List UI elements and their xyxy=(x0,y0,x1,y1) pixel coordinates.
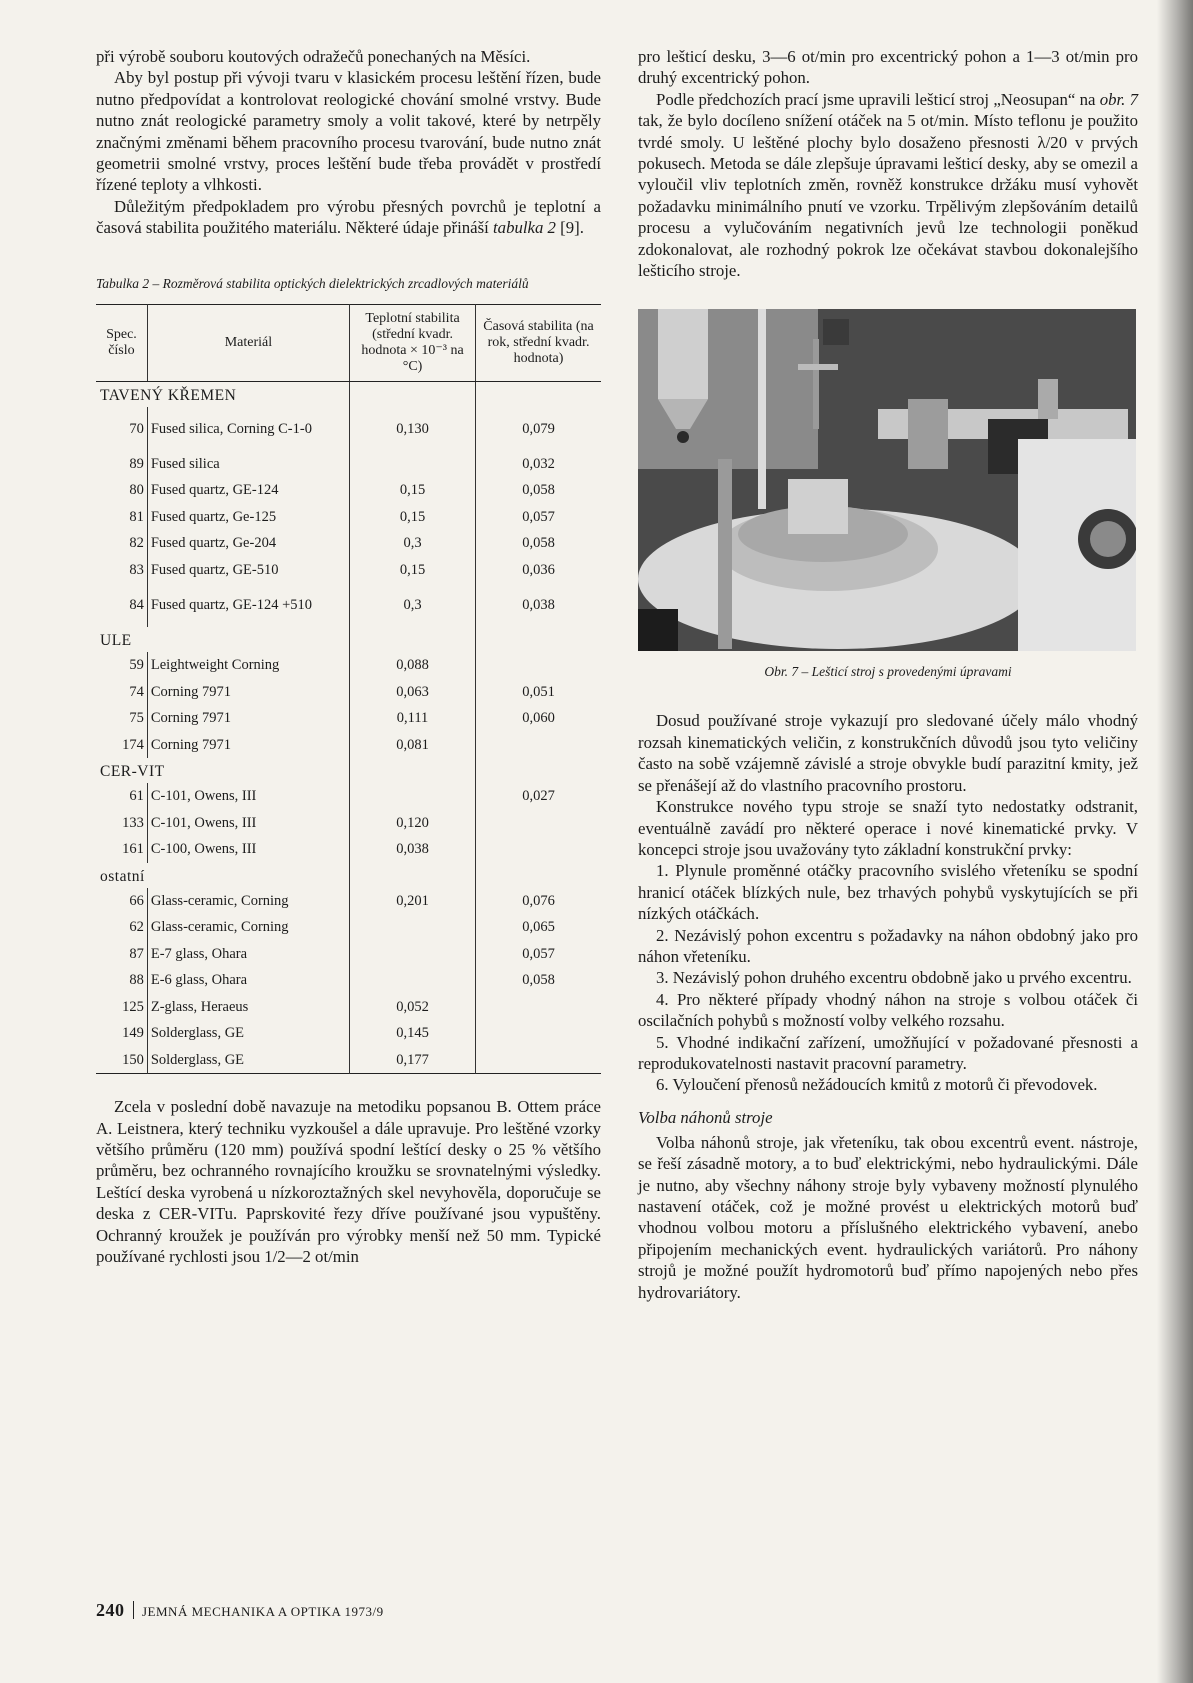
table-cell-spec: 82 xyxy=(129,535,144,552)
table-row xyxy=(96,407,601,451)
table-group-label: ostatní xyxy=(100,867,145,885)
feature-list-item: 4. Pro některé případy vhodný náhon na stroje s volbou otáček či oscilačních pohybů s možností volby velkého rozsahu. xyxy=(638,989,1138,1031)
stability-table xyxy=(96,304,601,1075)
table-cell-spec: 84 xyxy=(129,597,144,614)
table-group-temporal-empty xyxy=(476,863,601,888)
header-temporal: Časová stabilita (na rok, střední kvadr. hodnota) xyxy=(476,304,601,381)
left-paragraph-3-end: [9]. xyxy=(555,218,584,238)
table-group-label: CER-VIT xyxy=(100,763,165,781)
table-cell-spec: 174 xyxy=(122,736,144,753)
table-cell-temporal xyxy=(476,1047,601,1074)
table-cell-material: C-101, Owens, III xyxy=(147,783,349,810)
table-group-row xyxy=(96,381,601,407)
table-cell-material: C-100, Owens, III xyxy=(147,836,349,863)
left-paragraph-2: Aby byl postup při vývoji tvaru v klasickém procesu leštění řízen, bude nutno předpovídat a kontrolovat reologické chování smolné vrstvy. Bude nutno znát reologické parametry smoly a volit takové, které by netrpěly značnými změnami během pracovního procesu tvarování, bude nutno znát geometrii smolné vrstvy, proces leštění bude třeba provádět v prostředí řízené teploty a vlhkosti. xyxy=(96,68,601,195)
table-cell-thermal: 0,15 xyxy=(350,557,476,584)
table-row xyxy=(96,557,601,584)
table-row xyxy=(96,583,601,627)
right-paragraph-4: Konstrukce nového typu stroje se snaží tyto nedostatky odstranit, eventuálně zavádí pro některé operace i nové kinematické prvky. V koncepci stroje jsou uvažovány tyto základní konstrukční prvky: xyxy=(638,797,1138,859)
table-cell-material: Corning 7971 xyxy=(147,732,349,759)
table-row xyxy=(96,652,601,679)
table-cell-temporal: 0,060 xyxy=(476,705,601,732)
table-cell-thermal: 0,145 xyxy=(350,1020,476,1047)
table-group-temporal-empty xyxy=(476,627,601,652)
page-footer xyxy=(96,1600,384,1621)
table-cell-material: Fused quartz, Ge-125 xyxy=(147,504,349,531)
right-paragraph-5: Volba náhonů stroje, jak vřeteníku, tak obou excentrů event. nástroje, se řeší zásadně motory, a to buď elektrickými, nebo hydraulickými. Dále je nutno, aby všechny náhony stroje byly vybaveny možností plynulého nastavení otáček, což je možné provést u elektrických motorů buď vhodnou volbou motoru a příslušného elektrického vybavení, anebo připojením mechanických event. hydraulických variátorů. Pro náhony strojů je možné použít hydromotorů buď přímo napojených nebo přes hydrovariátory. xyxy=(638,1132,1138,1302)
table-cell-material: C-101, Owens, III xyxy=(147,810,349,837)
table-cell-material: Solderglass, GE xyxy=(147,1020,349,1047)
feature-list-item: 6. Vyloučení přenosů nežádoucích kmitů z motorů či převodovek. xyxy=(656,1075,1098,1095)
table-cell-material: Glass-ceramic, Corning xyxy=(147,914,349,941)
table-cell-material: Solderglass, GE xyxy=(147,1047,349,1074)
table-row xyxy=(96,530,601,557)
table-cell-spec: 87 xyxy=(129,945,144,962)
right-paragraph-2 xyxy=(638,89,1138,282)
right-paragraph-3: Dosud používané stroje vykazují pro sledované účely málo vhodný rozsah kinematických veličin, z konstrukčních důvodů jsou tyto veličiny často na sobě vzájemně závislé a stroje obvykle budí parazitní kmity, jež se přenášejí až do vlastního pracovního prostoru. xyxy=(638,711,1138,795)
table-reference: tabulka 2 xyxy=(493,218,556,238)
table-group-temporal-empty xyxy=(476,381,601,407)
left-column xyxy=(96,46,601,1267)
table-row xyxy=(96,836,601,863)
table-cell-spec: 61 xyxy=(129,788,144,805)
left-paragraph-3 xyxy=(96,196,601,239)
table-cell-temporal xyxy=(476,836,601,863)
table-row xyxy=(96,810,601,837)
table-cell-thermal: 0,081 xyxy=(350,732,476,759)
table-cell-thermal: 0,177 xyxy=(350,1047,476,1074)
feature-list-item: 1. Plynule proměnné otáčky pracovního svislého vřeteníku se spodní hranicí otáček blízkých nule, bez trhavých pohybů vyskytujících se při nízkých otáčkách. xyxy=(638,861,1138,924)
table-cell-spec: 62 xyxy=(129,919,144,936)
table-cell-temporal: 0,058 xyxy=(476,530,601,557)
table-cell-spec: 80 xyxy=(129,482,144,499)
journal-name: JEMNÁ MECHANIKA A OPTIKA 1973/9 xyxy=(142,1604,384,1619)
table-cell-spec: 59 xyxy=(129,657,144,674)
table-cell-thermal: 0,038 xyxy=(350,836,476,863)
table-cell-spec: 149 xyxy=(122,1025,144,1042)
table-cell-spec: 125 xyxy=(122,998,144,1015)
left-paragraph-4: Zcela v poslední době navazuje na metodiku popsanou B. Ottem práce A. Leistnera, který techniku vyzkoušel a dále upravuje. Pro leštěné vzorky většího průměru (120 mm) používá spodní leštící desky o 25 % většího průměru, bez ochranného rovnajícího kroužku se srovnatelnými výsledky. Leštící deska vyrobená u nízkoroztažných skel nevyhověla, doporučuje se deska z CER-VITu. Paprskovité řezy dříve používané jsou vypuštěny. Ochranný kroužek je používán pro výrobky menší než 50 mm. Typické používané rychlosti jsou 1/2—2 ot/min xyxy=(96,1097,601,1266)
table-row xyxy=(96,783,601,810)
table-cell-temporal xyxy=(476,732,601,759)
table-row xyxy=(96,732,601,759)
table-row xyxy=(96,1020,601,1047)
table-cell-thermal: 0,130 xyxy=(350,407,476,451)
table-cell-material: Leightweight Corning xyxy=(147,652,349,679)
table-cell-thermal: 0,3 xyxy=(350,530,476,557)
right-paragraph-2-start: Podle předchozích prací jsme upravili lešticí stroj „Neosupan“ na xyxy=(656,89,1100,109)
table-row xyxy=(96,914,601,941)
right-paragraph-1: pro lešticí desku, 3—6 ot/min pro excentrický pohon a 1—3 ot/min pro druhý excentrický pohon. xyxy=(638,47,1138,88)
table-cell-spec: 75 xyxy=(129,710,144,727)
table-cell-temporal xyxy=(476,810,601,837)
table-cell-material: Fused silica, Corning C-1-0 xyxy=(147,407,349,451)
table-cell-thermal xyxy=(350,941,476,968)
table-cell-thermal: 0,088 xyxy=(350,652,476,679)
table-header-row xyxy=(96,304,601,381)
table-cell-temporal: 0,076 xyxy=(476,888,601,915)
table-cell-material: Corning 7971 xyxy=(147,705,349,732)
table-cell-thermal: 0,063 xyxy=(350,679,476,706)
table-row xyxy=(96,967,601,994)
table-cell-thermal: 0,15 xyxy=(350,504,476,531)
table-row xyxy=(96,679,601,706)
table-cell-temporal xyxy=(476,652,601,679)
table-cell-thermal xyxy=(350,914,476,941)
table-cell-material: Fused quartz, Ge-204 xyxy=(147,530,349,557)
table-cell-material: Fused quartz, GE-124 +510 xyxy=(147,583,349,627)
header-thermal: Teplotní stabilita (střední kvadr. hodnota × 10⁻³ na °C) xyxy=(350,304,476,381)
section-heading: Volba náhonů stroje xyxy=(638,1107,773,1127)
table-row xyxy=(96,941,601,968)
left-paragraph-1: při výrobě souboru koutových odražečů ponechaných na Měsíci. xyxy=(96,47,531,66)
table-cell-material: Fused silica xyxy=(147,451,349,478)
table-row xyxy=(96,705,601,732)
table-cell-material: Glass-ceramic, Corning xyxy=(147,888,349,915)
table-row xyxy=(96,451,601,478)
machine-illustration xyxy=(638,309,1136,651)
table-cell-spec: 70 xyxy=(129,420,144,437)
left-paragraph-3-start: Důležitým předpokladem pro výrobu přesných povrchů je teplotní a časová stabilita použitého materiálu. Některé údaje přináší xyxy=(96,196,601,238)
table-group-row xyxy=(96,627,601,652)
table-cell-temporal: 0,051 xyxy=(476,679,601,706)
table-caption: Tabulka 2 – Rozměrová stabilita optických dielektrických zrcadlových materiálů xyxy=(96,275,529,291)
table-cell-temporal: 0,057 xyxy=(476,941,601,968)
table-cell-thermal: 0,3 xyxy=(350,583,476,627)
table-cell-thermal: 0,15 xyxy=(350,477,476,504)
feature-list-item: 2. Nezávislý pohon excentru s požadavky na náhon obdobný jako pro náhon vřeteníku. xyxy=(638,925,1138,966)
table-cell-spec: 88 xyxy=(129,972,144,989)
header-material: Materiál xyxy=(147,304,349,381)
table-cell-material: Fused quartz, GE-124 xyxy=(147,477,349,504)
table-row xyxy=(96,504,601,531)
table-cell-spec: 150 xyxy=(122,1051,144,1068)
table-cell-temporal: 0,027 xyxy=(476,783,601,810)
table-row xyxy=(96,477,601,504)
page-edge-shadow xyxy=(1157,0,1193,1683)
table-cell-thermal: 0,120 xyxy=(350,810,476,837)
table-group-label: ULE xyxy=(100,632,132,650)
table-cell-spec: 133 xyxy=(122,814,144,831)
table-cell-temporal: 0,058 xyxy=(476,477,601,504)
table-cell-material: Fused quartz, GE-510 xyxy=(147,557,349,584)
table-cell-temporal: 0,079 xyxy=(476,407,601,451)
right-body xyxy=(638,710,1138,1303)
feature-list xyxy=(638,860,1138,1095)
table-row xyxy=(96,1047,601,1074)
table-row xyxy=(96,888,601,915)
table-group-label: TAVENÝ KŘEMEN xyxy=(100,386,237,404)
table-cell-temporal: 0,032 xyxy=(476,451,601,478)
table-cell-material: E-6 glass, Ohara xyxy=(147,967,349,994)
table-cell-spec: 66 xyxy=(129,892,144,909)
table-group-temporal-empty xyxy=(476,758,601,783)
right-column xyxy=(638,46,1138,1303)
table-cell-spec: 83 xyxy=(129,561,144,578)
table-body xyxy=(96,381,601,1074)
table-cell-temporal: 0,057 xyxy=(476,504,601,531)
table-cell-spec: 81 xyxy=(129,508,144,525)
table-cell-thermal xyxy=(350,783,476,810)
table-cell-thermal xyxy=(350,451,476,478)
table-cell-temporal xyxy=(476,1020,601,1047)
table-group-thermal-empty xyxy=(350,758,476,783)
feature-list-item: 5. Vhodné indikační zařízení, umožňující v požadované přesnosti a reprodukovatelnosti nastavit pracovní parametry. xyxy=(638,1032,1138,1073)
table-group-thermal-empty xyxy=(350,863,476,888)
feature-list-item: 3. Nezávislý pohon druhého excentru obdobně jako u prvého excentru. xyxy=(656,968,1132,988)
table-cell-spec: 74 xyxy=(129,683,144,700)
photo-caption: Obr. 7 – Lešticí stroj s provedenými úpravami xyxy=(764,664,1012,680)
table-cell-thermal: 0,201 xyxy=(350,888,476,915)
table-group-row xyxy=(96,863,601,888)
polishing-machine-photo xyxy=(638,309,1136,651)
page-number: 240 xyxy=(96,1600,125,1620)
right-paragraph-2-end: tak, že bylo docíleno snížení otáček na 5 ot/min. Místo teflonu je použito tvrdé smoly. U leštěné plochy bylo dosaženo přesnosti λ/20 v prvých pokusech. Metoda se dále zlepšuje úpravami lešticí desky, aby se omezil a vyloučil vliv teplotních změn, rovněž konstrukce držáku musí vyhovět požadavku minimálního pnutí ve vzorku. Trpělivým zlepšováním detailů procesu a vylučováním negativních jevů lze technologii poněkud zdokonalovat, ale rozhodný pokrok lze očekávat stavbou dokonalejšího lešticího stroje. xyxy=(638,111,1138,281)
table-cell-temporal: 0,038 xyxy=(476,583,601,627)
table-cell-thermal: 0,111 xyxy=(350,705,476,732)
table-cell-temporal: 0,065 xyxy=(476,914,601,941)
table-group-thermal-empty xyxy=(350,627,476,652)
footer-divider xyxy=(133,1601,135,1619)
table-cell-temporal xyxy=(476,994,601,1021)
table-cell-temporal: 0,036 xyxy=(476,557,601,584)
table-group-row xyxy=(96,758,601,783)
table-cell-spec: 161 xyxy=(122,841,144,858)
table-group-thermal-empty xyxy=(350,381,476,407)
table-cell-spec: 89 xyxy=(129,455,144,472)
table-cell-material: E-7 glass, Ohara xyxy=(147,941,349,968)
table-cell-temporal: 0,058 xyxy=(476,967,601,994)
table-cell-thermal xyxy=(350,967,476,994)
figure-reference: obr. 7 xyxy=(1099,89,1138,109)
table-cell-thermal: 0,052 xyxy=(350,994,476,1021)
table-cell-material: Z-glass, Heraeus xyxy=(147,994,349,1021)
table-row xyxy=(96,994,601,1021)
header-spec: Spec. číslo xyxy=(96,304,147,381)
table-cell-material: Corning 7971 xyxy=(147,679,349,706)
